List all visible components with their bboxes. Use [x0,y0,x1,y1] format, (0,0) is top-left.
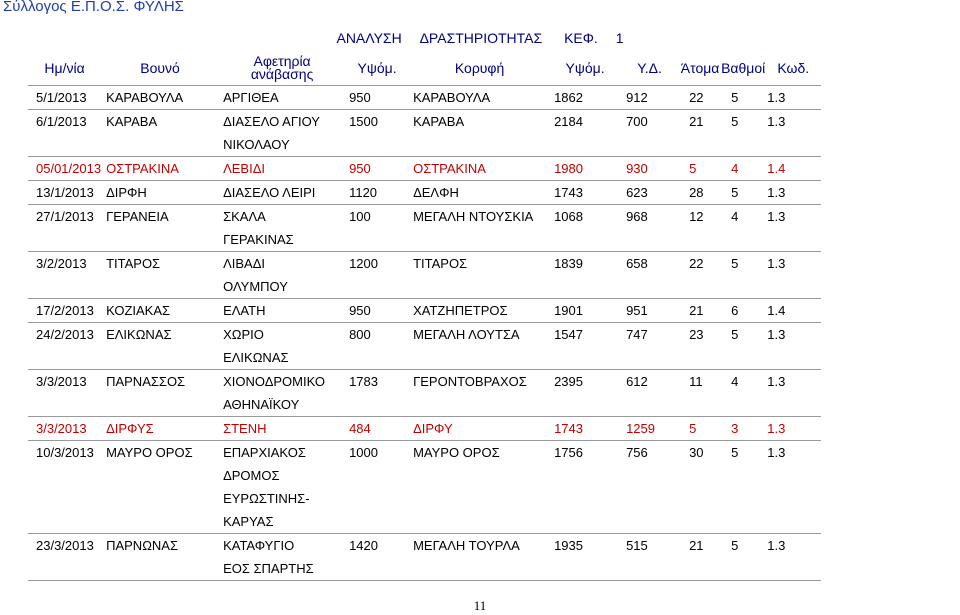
cell-peak-altitude: 1547 [554,327,583,342]
start-point-line: ΣΚΑΛΑ [223,209,266,224]
cell-peak: ΓΕΡΟΝΤΟΒΡΑΧΟΣ [413,374,527,389]
cell-elevation-gain: 756 [626,445,648,460]
cell-start-altitude: 1000 [349,445,378,460]
cell-peak-altitude: 2184 [554,114,583,129]
title-part-analysis: ΑΝΑΛΥΣΗ [336,30,402,46]
cell-elevation-gain: 951 [626,303,648,318]
cell-mountain: ΟΣΤΡΑΚΙΝΑ [106,161,179,176]
cell-people: 5 [689,421,697,436]
cell-peak: ΚΑΡΑΒΟΥΛΑ [413,90,491,105]
cell-date: 10/3/2013 [36,445,94,460]
cell-mountain: ΠΑΡΝΩΝΑΣ [106,538,179,553]
cell-peak-altitude: 1743 [554,421,583,436]
start-point-line: ΧΩΡΙΟ [223,327,264,342]
header-peak: Κορυφή [454,59,505,76]
cell-peak: ΔΕΛΦΗ [413,185,459,200]
cell-date: 3/3/2013 [36,374,87,389]
cell-code: 1.3 [767,90,786,105]
start-point-line: ΚΑΤΑΦΥΓΙΟ [223,538,295,553]
cell-mountain: ΚΑΡΑΒΟΥΛΑ [106,90,184,105]
cell-date: 24/2/2013 [36,327,94,342]
cell-start-altitude: 950 [349,303,371,318]
cell-peak: ΜΕΓΑΛΗ ΤΟΥΡΛΑ [413,538,520,553]
cell-start-point [219,252,345,299]
cell-peak: ΧΑΤΖΗΠΕΤΡΟΣ [413,303,508,318]
cell-peak: ΚΑΡΑΒΑ [413,114,465,129]
table-row [28,417,821,441]
cell-peak: ΔΙΡΦΥ [413,421,453,436]
start-point-line: ΕΥΡΩΣΤΙΝΗΣ- [223,491,310,506]
cell-start-point [219,323,345,370]
start-point-line: ΛΙΒΑΔΙ [223,256,266,271]
table-row [28,157,821,181]
cell-code: 1.4 [767,303,786,318]
cell-peak: ΜΑΥΡΟ ΟΡΟΣ [413,445,500,460]
cell-people: 21 [689,114,704,129]
start-point-line: ΚΑΡΥΑΣ [223,514,274,529]
cell-code: 1.3 [767,538,786,553]
start-point-line: ΧΙΟΝΟΔΡΟΜΙΚΟ [223,374,325,389]
cell-mountain: ΚΟΖΙΑΚΑΣ [106,303,171,318]
page-number: 11 [473,598,487,613]
cell-date: 5/1/2013 [36,90,87,105]
cell-grade: 4 [731,209,739,224]
organization-name: Σύλλογος Ε.Π.Ο.Σ. ΦΥΛΗΣ [3,0,184,15]
cell-elevation-gain: 515 [626,538,648,553]
header-date: Ημ/νία [44,59,85,76]
cell-peak-altitude: 1901 [554,303,583,318]
cell-start-point [219,299,345,323]
cell-peak-altitude: 2395 [554,374,583,389]
cell-date: 23/3/2013 [36,538,94,553]
cell-elevation-gain: 612 [626,374,648,389]
cell-people: 28 [689,185,704,200]
cell-start-altitude: 1783 [349,374,378,389]
header-elevation-gain: Υ.Δ. [637,59,662,76]
title-part-chapter: ΚΕΦ. [564,30,598,46]
cell-grade: 5 [731,256,739,271]
cell-start-altitude: 1420 [349,538,378,553]
cell-date: 13/1/2013 [36,185,94,200]
cell-people: 22 [689,90,704,105]
table-row [28,534,821,581]
cell-mountain: ΜΑΥΡΟ ΟΡΟΣ [106,445,193,460]
start-point-line: ΝΙΚΟΛΑΟΥ [223,137,290,152]
table-row [28,205,821,252]
cell-date: 3/2/2013 [36,256,87,271]
title-part-activity: ΔΡΑΣΤΗΡΙΟΤΗΤΑΣ [419,30,543,46]
cell-start-point [219,441,345,534]
cell-peak-altitude: 1980 [554,161,583,176]
table-row [28,252,821,299]
cell-grade: 5 [731,445,739,460]
cell-code: 1.3 [767,185,786,200]
cell-people: 23 [689,327,704,342]
title-part-chapter-number: 1 [615,30,624,46]
cell-peak: ΜΕΓΑΛΗ ΛΟΥΤΣΑ [413,327,520,342]
cell-elevation-gain: 1259 [626,421,655,436]
cell-grade: 4 [731,374,739,389]
cell-start-altitude: 1120 [349,185,378,200]
table-row [28,370,821,417]
cell-date: 05/01/2013 [36,161,102,176]
table-body [28,86,821,581]
cell-start-altitude: 100 [349,209,371,224]
cell-code: 1.3 [767,114,786,129]
cell-peak: ΟΣΤΡΑΚΙΝΑ [413,161,486,176]
cell-grade: 5 [731,90,739,105]
cell-grade: 6 [731,303,739,318]
cell-date: 27/1/2013 [36,209,94,224]
start-point-line: ΑΘΗΝΑΪΚΟΥ [223,397,300,412]
cell-start-altitude: 484 [349,421,371,436]
table-row [28,299,821,323]
cell-code: 1.4 [767,161,786,176]
cell-elevation-gain: 623 [626,185,648,200]
cell-code: 1.3 [767,421,786,436]
cell-mountain: ΔΙΡΦΗ [106,185,147,200]
table-row [28,181,821,205]
cell-code: 1.3 [767,445,786,460]
cell-peak-altitude: 1743 [554,185,583,200]
cell-start-altitude: 1500 [349,114,378,129]
cell-grade: 5 [731,114,739,129]
header-grade: Βαθμοί [721,59,766,76]
header-start-altitude: Υψόμ. [357,59,397,76]
cell-elevation-gain: 912 [626,90,648,105]
cell-mountain: ΠΑΡΝΑΣΣΟΣ [106,374,186,389]
cell-code: 1.3 [767,209,786,224]
start-point-line: ΕΠΑΡΧΙΑΚΟΣ [223,445,306,460]
start-point-line: ΔΙΑΣΕΛΟ ΑΓΙΟΥ [223,114,320,129]
cell-start-altitude: 950 [349,161,371,176]
cell-people: 21 [689,538,704,553]
cell-elevation-gain: 968 [626,209,648,224]
cell-start-point [219,86,345,110]
cell-start-altitude: 950 [349,90,371,105]
table-row [28,323,821,370]
cell-start-point [219,417,345,441]
cell-people: 30 [689,445,704,460]
cell-people: 5 [689,161,697,176]
cell-mountain: ΕΛΙΚΩΝΑΣ [106,327,172,342]
table-row [28,441,821,534]
cell-elevation-gain: 930 [626,161,648,176]
start-point-line: ΟΛΥΜΠΟΥ [223,279,288,294]
cell-start-point [219,181,345,205]
start-point-line: ΕΛΙΚΩΝΑΣ [223,350,289,365]
cell-start-point [219,157,345,181]
cell-grade: 5 [731,185,739,200]
cell-peak-altitude: 1839 [554,256,583,271]
start-point-line: ΑΡΓΙΘΕΑ [223,90,279,105]
cell-peak-altitude: 1068 [554,209,583,224]
cell-grade: 3 [731,421,739,436]
document-title [0,30,960,46]
start-point-line: ΣΤΕΝΗ [223,421,267,436]
start-point-line: ΕΟΣ ΣΠΑΡΤΗΣ [223,561,314,576]
activity-table [28,51,821,581]
cell-mountain: ΤΙΤΑΡΟΣ [106,256,161,271]
cell-peak: ΤΙΤΑΡΟΣ [413,256,468,271]
header-start-point: Αφετηρία ανάβασης [250,53,314,82]
start-point-line: ΓΕΡΑΚΙΝΑΣ [223,232,294,247]
cell-peak: ΜΕΓΑΛΗ ΝΤΟΥΣΚΙΑ [413,209,534,224]
cell-code: 1.3 [767,256,786,271]
cell-people: 11 [689,374,703,389]
header-peak-altitude: Υψόμ. [565,59,605,76]
cell-peak-altitude: 1862 [554,90,583,105]
cell-start-point [219,370,345,417]
cell-start-point [219,205,345,252]
cell-start-altitude: 1200 [349,256,378,271]
table-header-row [28,51,821,86]
cell-elevation-gain: 747 [626,327,648,342]
cell-mountain: ΓΕΡΑΝΕΙΑ [106,209,169,224]
start-point-line: ΕΛΑΤΗ [223,303,266,318]
cell-mountain: ΚΑΡΑΒΑ [106,114,158,129]
header-people: Άτομα [680,59,720,76]
cell-people: 12 [689,209,704,224]
cell-date: 6/1/2013 [36,114,87,129]
cell-peak-altitude: 1935 [554,538,583,553]
cell-peak-altitude: 1756 [554,445,583,460]
table-row [28,86,821,110]
header-mountain: Βουνό [140,59,180,76]
cell-code: 1.3 [767,374,786,389]
cell-people: 22 [689,256,704,271]
table-row [28,110,821,157]
cell-people: 21 [689,303,704,318]
cell-date: 3/3/2013 [36,421,87,436]
start-point-line: ΔΙΑΣΕΛΟ ΛΕΙΡΙ [223,185,316,200]
start-point-line: ΛΕΒΙΔΙ [223,161,266,176]
cell-date: 17/2/2013 [36,303,94,318]
cell-code: 1.3 [767,327,786,342]
cell-elevation-gain: 700 [626,114,648,129]
cell-elevation-gain: 658 [626,256,648,271]
start-point-line: ΔΡΟΜΟΣ [223,468,280,483]
cell-start-altitude: 800 [349,327,371,342]
cell-grade: 4 [731,161,739,176]
cell-grade: 5 [731,327,739,342]
cell-start-point [219,110,345,157]
cell-mountain: ΔΙΡΦΥΣ [106,421,154,436]
cell-start-point [219,534,345,581]
header-code: Κωδ. [777,59,810,76]
cell-grade: 5 [731,538,739,553]
